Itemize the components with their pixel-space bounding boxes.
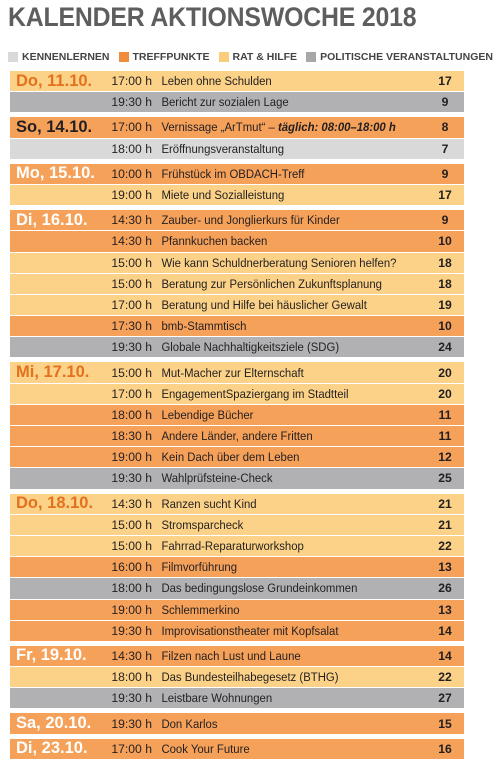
legend-label: POLITISCHE VERANSTALTUNGEN (320, 51, 493, 63)
event-time: 17:00 h (111, 74, 152, 89)
event-title-text: Bericht zur sozialen Lage (161, 95, 289, 110)
event-time: 19:00 h (111, 450, 152, 465)
event-title-text: Das Bundesteilhabegesetz (BTHG) (161, 670, 339, 685)
event-title (154, 539, 411, 553)
event-title-text: Pfannkuchen backen (161, 234, 268, 249)
event-title-text: Filzen nach Lust und Laune (161, 648, 301, 663)
day-block (10, 210, 464, 357)
day-block (10, 71, 464, 112)
event-title-text: Das bedingungslose Grundeinkommen (161, 581, 358, 596)
event-title-text: Wie kann Schuldnerberatung Senioren helfen? (161, 255, 397, 270)
page-title: KALENDER AKTIONSWOCHE 2018 (8, 2, 417, 32)
event-calendar (10, 71, 464, 764)
event-title-text: bmb-Stammtisch (161, 319, 247, 334)
page-number: 9 (441, 166, 449, 181)
page-number: 17 (438, 188, 452, 203)
event-row (10, 578, 464, 598)
day-date: Do, 18.10. (10, 494, 98, 514)
event-title-text: Improvisationstheater mit Kopfsalat (161, 623, 339, 638)
event-title-text: Leistbare Wohnungen (161, 691, 273, 706)
event-time: 18:00 h (111, 141, 152, 156)
event-time: 10:00 h (111, 166, 152, 181)
event-row (10, 316, 464, 336)
day-block (10, 646, 464, 709)
event-row (10, 621, 464, 641)
event-row (10, 713, 464, 733)
event-title-text: Lebendige Bücher (161, 407, 254, 422)
page-number: 14 (438, 648, 452, 663)
page-number: 7 (441, 141, 449, 156)
event-title-text: Stromsparcheck (161, 517, 244, 532)
event-time: 19:30 h (111, 95, 152, 110)
event-title-text: Beratung zur Persönlichen Zukunftsplanung (161, 276, 382, 291)
page-number: 9 (441, 95, 449, 110)
event-title-text: Zauber- und Jonglierkurs für Kinder (161, 213, 340, 228)
event-title (154, 649, 411, 663)
page-number: 25 (438, 471, 452, 486)
day-block (10, 713, 464, 733)
event-row (10, 210, 464, 230)
day-date: Mi, 17.10. (10, 362, 98, 382)
event-time: 15:00 h (111, 365, 152, 380)
event-time: 16:00 h (111, 560, 152, 575)
page-number: 14 (438, 623, 452, 638)
page-number: 20 (438, 365, 452, 380)
event-time: 19:00 h (111, 188, 152, 203)
event-title (154, 74, 411, 88)
event-title-text: Globale Nachhaltigkeitsziele (SDG) (161, 340, 340, 355)
event-row (10, 384, 464, 404)
event-title (154, 298, 411, 312)
event-title-text: Andere Länder, andere Fritten (161, 429, 313, 444)
event-row (10, 600, 464, 620)
event-time: 15:00 h (111, 276, 152, 291)
day-block (10, 739, 464, 759)
page-number: 10 (438, 234, 452, 249)
legend-swatch (219, 52, 229, 62)
event-title-text: Fahrrad-Reparaturworkshop (161, 539, 304, 554)
event-title (154, 429, 411, 443)
event-time: 19:30 h (111, 716, 152, 731)
legend-swatch (306, 52, 316, 62)
event-time: 14:30 h (111, 234, 152, 249)
event-title (154, 387, 411, 401)
event-title (154, 319, 411, 333)
event-row (10, 92, 464, 112)
page-number: 18 (438, 255, 452, 270)
event-time: 18:00 h (111, 670, 152, 685)
page-number: 17 (438, 74, 452, 89)
page-number: 10 (438, 319, 452, 334)
event-row (10, 253, 464, 273)
event-title (154, 188, 411, 202)
page-number: 21 (438, 517, 452, 532)
event-row (10, 646, 464, 666)
event-row (10, 362, 464, 382)
event-note: täglich: 08:00–18:00 h (277, 120, 396, 135)
event-title (154, 277, 411, 291)
event-row (10, 231, 464, 251)
event-title (154, 408, 411, 422)
event-row (10, 71, 464, 91)
event-row (10, 295, 464, 315)
day-date: Mo, 15.10. (10, 164, 98, 184)
event-title (154, 717, 411, 731)
event-row (10, 536, 464, 556)
day-date: So, 14.10. (10, 117, 98, 137)
event-title (154, 167, 411, 181)
event-row (10, 337, 464, 357)
event-row (10, 494, 464, 514)
page-number: 22 (438, 670, 452, 685)
event-title (154, 471, 411, 485)
legend (8, 50, 502, 64)
event-title-text: Vernissage „ArTmut“ – (161, 120, 278, 135)
event-row (10, 139, 464, 159)
day-block (10, 494, 464, 641)
event-title-text: Filmvorführung (161, 560, 238, 575)
event-title-text: Miete und Sozialleistung (161, 188, 285, 203)
event-title (154, 120, 411, 134)
legend-label: TREFFPUNKTE (132, 51, 210, 63)
event-row (10, 447, 464, 467)
page-number: 11 (438, 407, 452, 422)
event-time: 14:30 h (111, 648, 152, 663)
event-title-text: EngagementSpaziergang im Stadtteil (161, 386, 349, 401)
event-row (10, 426, 464, 446)
page-number: 20 (438, 386, 452, 401)
event-row (10, 405, 464, 425)
day-date: Fr, 19.10. (10, 646, 98, 666)
event-title (154, 603, 411, 617)
event-time: 17:00 h (111, 741, 152, 756)
legend-item (219, 51, 298, 63)
event-time: 15:00 h (111, 539, 152, 554)
event-row (10, 557, 464, 577)
event-title (154, 213, 411, 227)
event-row (10, 117, 464, 137)
event-time: 19:30 h (111, 623, 152, 638)
event-title-text: Wahlprüfsteine-Check (161, 471, 273, 486)
event-time: 18:30 h (111, 429, 152, 444)
event-row (10, 274, 464, 294)
event-title (154, 518, 411, 532)
day-block (10, 164, 464, 205)
page-number: 13 (438, 602, 452, 617)
event-row (10, 667, 464, 687)
event-title (154, 670, 411, 684)
event-title-text: Don Karlos (161, 716, 218, 731)
event-time: 19:30 h (111, 340, 152, 355)
event-time: 18:00 h (111, 581, 152, 596)
event-title (154, 234, 411, 248)
event-title (154, 450, 411, 464)
event-row (10, 185, 464, 205)
event-time: 17:30 h (111, 319, 152, 334)
day-date: Do, 11.10. (10, 71, 98, 91)
event-title (154, 581, 411, 595)
page-number: 21 (438, 496, 452, 511)
legend-swatch (8, 52, 18, 62)
event-title (154, 340, 411, 354)
event-title (154, 142, 411, 156)
page-number: 24 (438, 340, 452, 355)
event-title (154, 366, 411, 380)
day-date: Di, 23.10. (10, 739, 98, 759)
page-number: 18 (438, 276, 452, 291)
page-number: 9 (441, 213, 449, 228)
event-time: 15:00 h (111, 255, 152, 270)
event-title (154, 497, 411, 511)
event-title-text: Ranzen sucht Kind (161, 496, 257, 511)
event-title-text: Leben ohne Schulden (161, 74, 272, 89)
legend-label: RAT & HILFE (232, 51, 298, 63)
event-row (10, 515, 464, 535)
event-row (10, 739, 464, 759)
event-time: 14:30 h (111, 213, 152, 228)
legend-swatch (119, 52, 129, 62)
event-title-text: Cook Your Future (161, 741, 250, 756)
page-number: 12 (438, 450, 452, 465)
page-number: 15 (438, 716, 452, 731)
event-row (10, 688, 464, 708)
page-number: 19 (438, 297, 452, 312)
event-title (154, 624, 411, 638)
event-row (10, 468, 464, 488)
event-time: 14:30 h (111, 496, 152, 511)
event-time: 19:30 h (111, 691, 152, 706)
day-block (10, 362, 464, 488)
event-title-text: Eröffnungsveranstaltung (161, 141, 285, 156)
event-time: 19:00 h (111, 602, 152, 617)
legend-item (119, 51, 210, 63)
event-title-text: Mut-Macher zur Elternschaft (161, 365, 304, 380)
event-title (154, 95, 411, 109)
event-row (10, 164, 464, 184)
legend-item (8, 51, 110, 63)
page-number: 22 (438, 539, 452, 554)
event-time: 17:00 h (111, 120, 152, 135)
event-title-text: Beratung und Hilfe bei häuslicher Gewalt (161, 297, 367, 312)
event-title (154, 560, 411, 574)
page-number: 26 (438, 581, 452, 596)
event-time: 19:30 h (111, 471, 152, 486)
day-date: Di, 16.10. (10, 210, 98, 230)
event-time: 18:00 h (111, 407, 152, 422)
day-block (10, 117, 464, 158)
event-time: 15:00 h (111, 517, 152, 532)
page-number: 16 (438, 741, 452, 756)
event-time: 17:00 h (111, 297, 152, 312)
page-number: 13 (438, 560, 452, 575)
legend-label: KENNENLERNEN (22, 51, 110, 63)
page-number: 8 (441, 120, 449, 135)
event-title-text: Schlemmerkino (161, 602, 240, 617)
event-title (154, 691, 411, 705)
event-title-text: Frühstück im OBDACH-Treff (161, 166, 305, 181)
event-title-text: Kein Dach über dem Leben (161, 450, 300, 465)
page-number: 11 (438, 429, 452, 444)
event-title (154, 256, 411, 270)
page-number: 27 (438, 691, 452, 706)
event-title (154, 742, 411, 756)
event-time: 17:00 h (111, 386, 152, 401)
day-date: Sa, 20.10. (10, 713, 98, 733)
legend-item (306, 51, 493, 63)
